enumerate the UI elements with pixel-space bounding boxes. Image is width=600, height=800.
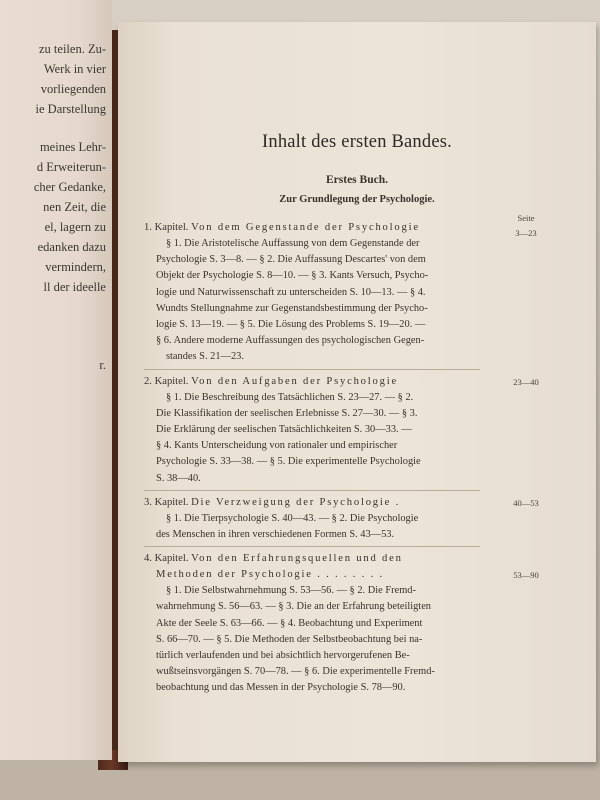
chapter-number: 4. Kapitel. xyxy=(144,553,189,565)
chapter-pages: 3—23 xyxy=(515,228,537,238)
contents-line: Die Erklärung der seelischen Tatsächlichkeiten S. 30—33. — xyxy=(156,424,412,436)
left-page-line: r. xyxy=(99,358,106,372)
chapter-contents xyxy=(144,583,484,696)
contents-line: Psychologie S. 3—8. — § 2. Die Auffassung Descartes' von dem xyxy=(156,254,426,266)
chapter-title: Von den Erfahrungsquellen und den xyxy=(191,553,403,565)
contents-line: logie und Naturwissenschaft zu unterscheiden S. 10—13. — § 4. xyxy=(156,286,426,298)
book-heading: Erstes Buch. xyxy=(326,174,388,186)
contents-line: wußtseinsvorgängen S. 70—78. — § 6. Die experimentelle Fremd- xyxy=(156,666,435,678)
left-page-line: edanken dazu xyxy=(37,240,106,254)
left-page-line: nen Zeit, die xyxy=(43,200,106,214)
chapter-entry xyxy=(144,213,584,370)
contents-line: § 1. Die Selbstwahrnehmung S. 53—56. — § 2. Die Fremd- xyxy=(166,585,416,597)
chapter-heading xyxy=(144,220,484,236)
contents-line: Objekt der Psychologie S. 8—10. — § 3. Kants Versuch, Psycho- xyxy=(156,270,429,282)
contents-line: des Menschen in ihren verschiedenen Formen S. 43—53. xyxy=(156,529,395,541)
chapter-number: 1. Kapitel. xyxy=(144,222,189,233)
divider xyxy=(144,490,480,491)
left-page-line: ll der ideelle xyxy=(43,280,106,294)
chapter-entry xyxy=(144,551,584,696)
contents-line: § 1. Die Aristotelische Auffassung von dem Gegenstande der xyxy=(166,238,420,249)
left-page-line: el, lagern zu xyxy=(44,220,106,234)
left-page-line: d Erweiterun- xyxy=(36,160,106,174)
contents-line: wahrnehmung S. 56—63. — § 3. Die an der Erfahrung beteiligten xyxy=(156,601,431,613)
chapter-contents xyxy=(144,390,484,487)
contents-line: logie S. 13—19. — § 5. Die Lösung des Problems S. 19—20. — xyxy=(156,319,426,331)
contents-line: Die Klassifikation der seelischen Erlebnisse S. 27—30. — § 3. xyxy=(156,407,418,419)
left-page-line: vorliegenden xyxy=(40,82,106,96)
chapter-entry xyxy=(144,374,584,491)
chapter-pages: 23—40 xyxy=(513,376,539,387)
left-page-line: meines Lehr- xyxy=(39,140,106,154)
contents-line: S. 66—70. — § 5. Die Methoden der Selbstbeobachtung bei na- xyxy=(156,633,423,645)
contents-line: Psychologie S. 33—38. — § 5. Die experimentelle Psychologie xyxy=(156,456,421,468)
chapter-title: Von dem Gegenstande der Psychologie xyxy=(191,222,420,233)
chapter-pages: 53—90 xyxy=(513,570,539,581)
left-page xyxy=(0,0,112,760)
chapter-contents xyxy=(144,236,484,366)
chapter-heading-continued xyxy=(144,567,496,583)
contents-line: beobachtung und das Messen in der Psychologie S. 78—90. xyxy=(156,682,406,694)
chapter-title: Von den Aufgaben der Psychologie xyxy=(191,375,398,387)
chapter-title: Die Verzweigung der Psychologie . xyxy=(191,496,401,508)
left-page-line: cher Gedanke, xyxy=(33,180,106,194)
chapter-title-continued: Methoden der Psychologie . . . . . . . . xyxy=(156,569,384,581)
chapter-number: 2. Kapitel. xyxy=(144,375,189,387)
divider xyxy=(144,369,480,370)
page-title: Inhalt des ersten Bandes. xyxy=(262,132,452,152)
section-subtitle: Zur Grundlegung der Psychologie. xyxy=(279,194,435,205)
contents-line: § 1. Die Beschreibung des Tatsächlichen S. 23—27. — § 2. xyxy=(166,391,414,403)
contents-line: § 1. Die Tierpsychologie S. 40—43. — § 2. Die Psychologie xyxy=(166,512,419,524)
divider xyxy=(144,546,480,547)
chapter-heading xyxy=(144,374,484,390)
contents-line: standes S. 21—23. xyxy=(166,351,244,363)
chapter-number: 3. Kapitel. xyxy=(144,496,189,508)
chapter-contents xyxy=(144,511,484,543)
contents-line: Akte der Seele S. 63—66. — § 4. Beobachtung und Experiment xyxy=(156,617,423,629)
contents-line: § 4. Kants Unterscheidung von rationaler und empirischer xyxy=(156,440,398,452)
contents-line: S. 38—40. xyxy=(156,472,201,484)
left-page-line: zu teilen. Zu- xyxy=(39,42,106,56)
right-page xyxy=(118,22,596,762)
table-of-contents xyxy=(144,213,584,701)
chapter-entry xyxy=(144,495,584,547)
chapter-pages: 40—53 xyxy=(513,497,539,508)
contents-line: türlich verlaufenden und bei absichtlich hervorgerufenen Be- xyxy=(156,650,410,662)
seite-label: Seite xyxy=(517,213,535,223)
chapter-heading xyxy=(144,495,484,511)
left-page-line: ie Darstellung xyxy=(35,102,106,116)
contents-line: Wundts Stellungnahme zur Gegenstandsbestimmung der Psycho- xyxy=(156,302,428,314)
chapter-heading xyxy=(144,551,484,567)
left-page-line: vermindern, xyxy=(45,260,106,274)
contents-line: § 6. Andere moderne Auffassungen des psychologischen Gegen- xyxy=(156,335,425,347)
left-page-line: Werk in vier xyxy=(43,62,106,76)
